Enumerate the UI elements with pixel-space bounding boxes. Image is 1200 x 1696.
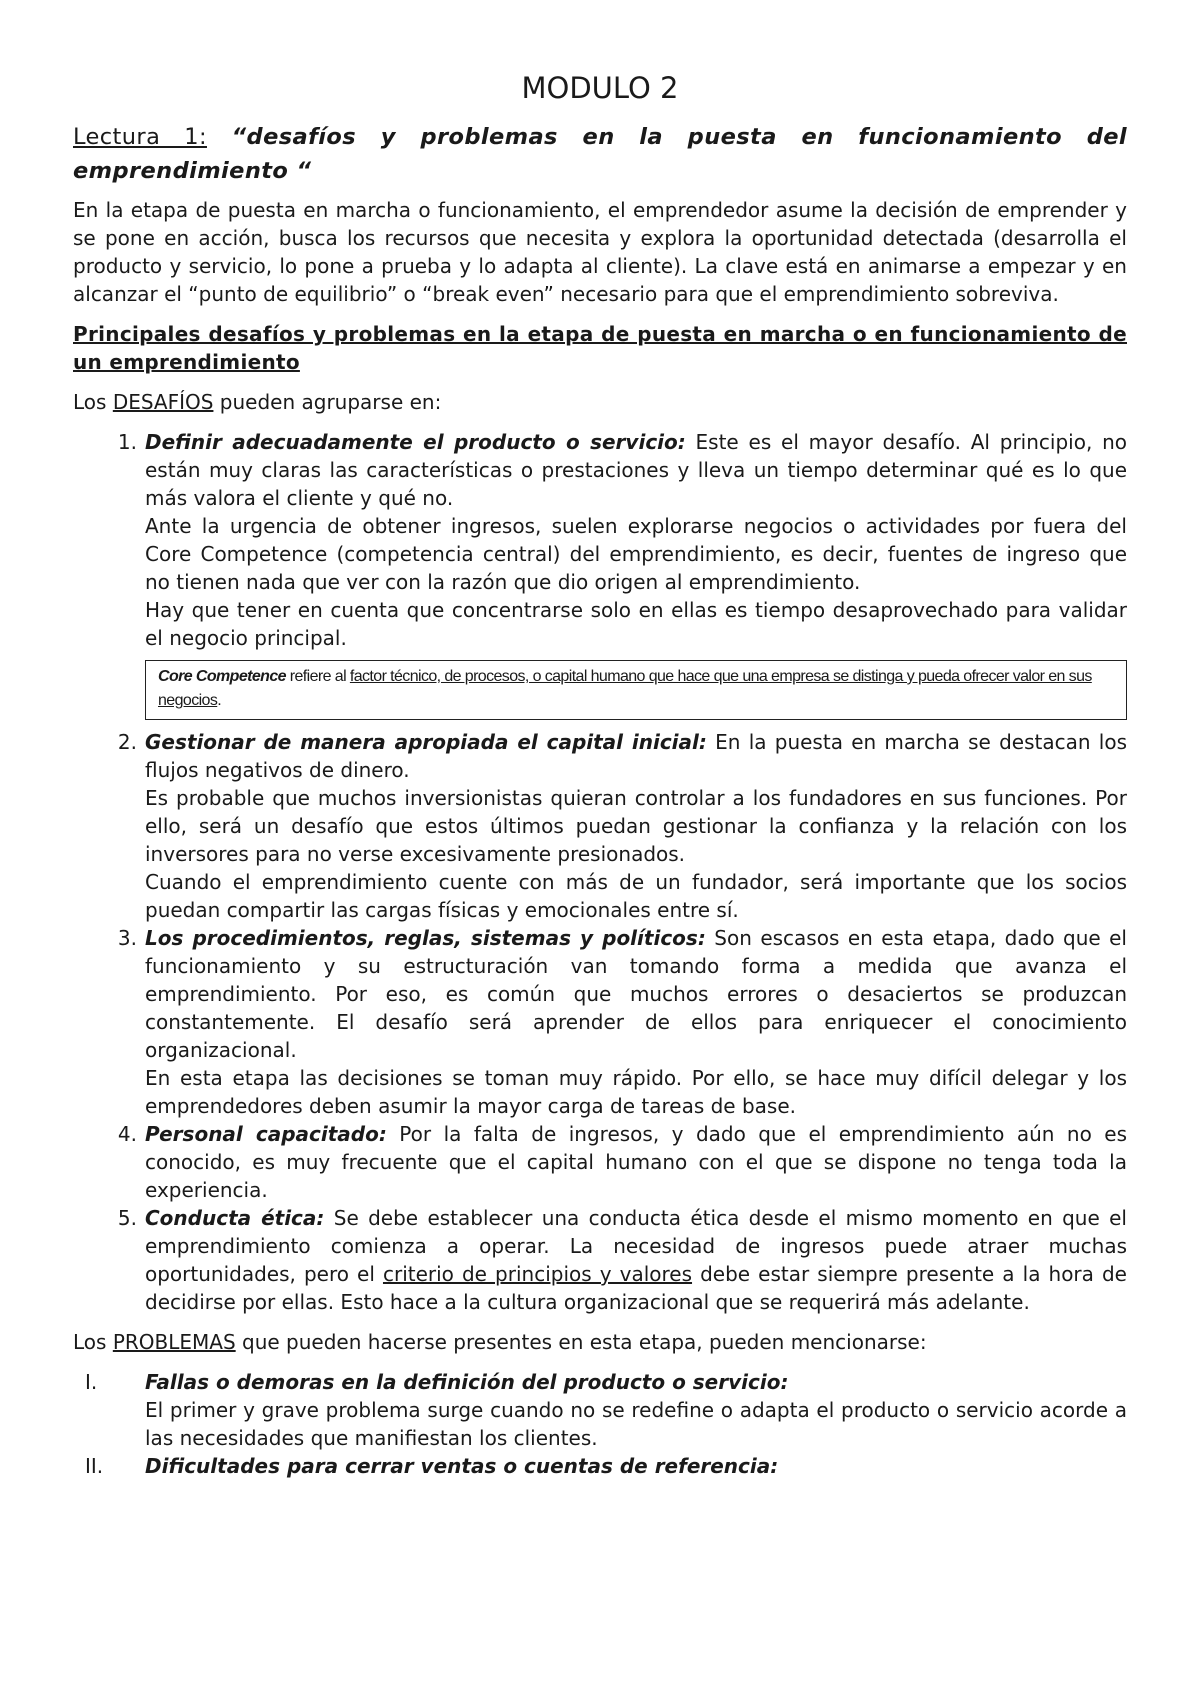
- desafios-list-continued: [73, 728, 1127, 1316]
- list-item: [73, 1204, 1127, 1316]
- item-extra: Hay que tener en cuenta que concentrarse solo en ellas es tiempo desaprovechado para validar el negocio principal.: [145, 598, 1127, 650]
- item-title: Conducta ética:: [145, 1206, 325, 1230]
- item-extra: Ante la urgencia de obtener ingresos, suelen explorarse negocios o actividades por fuera del Core Competence (competencia central) del emprendimiento, es decir, fuentes de ingreso que no tienen nada que ver con la razón que dio origen al emprendimiento.: [145, 514, 1127, 594]
- note-definition: factor técnico, de procesos, o capital humano que hace que una empresa se distinga y pueda ofrecer valor en sus negocios: [158, 668, 1092, 709]
- problemas-intro-pre: Los: [73, 1330, 113, 1354]
- item-extra: Es probable que muchos inversionistas quieran controlar a los fundadores en sus funciones. Por ello, será un desafío que estos últimos puedan gestionar la confianza y la relación con los inversores para no verse excesivamente presionados.: [145, 786, 1127, 866]
- item-title: Fallas o demoras en la definición del producto o servicio:: [145, 1370, 789, 1394]
- item-text: Son escasos en esta etapa, dado que el funcionamiento y su estructuración van tomando forma a medida que avanza el emprendimiento. Por eso, es común que muchos errores o desaciertos se produzcan constantemente. El desafío será aprender de ellos para enriquecer el conocimiento organizacional.: [145, 926, 1127, 1062]
- item-title: Personal capacitado:: [145, 1122, 387, 1146]
- item-title: Definir adecuadamente el producto o servicio:: [145, 430, 686, 454]
- list-item: [73, 428, 1127, 652]
- desafios-intro-pre: Los: [73, 390, 113, 414]
- list-number: I.: [85, 1370, 98, 1394]
- item-text: Este es el mayor desafío. Al principio, no están muy claras las características o prestaciones y lleva un tiempo determinar qué es lo que más valora el cliente y qué no.: [145, 430, 1127, 510]
- desafios-keyword: DESAFÍOS: [112, 390, 214, 414]
- item-title: Los procedimientos, reglas, sistemas y políticos:: [145, 926, 706, 950]
- item-text: debe estar siempre presente a la hora de decidirse por ellas. Esto hace a la cultura organizacional que se requerirá más adelante.: [145, 1262, 1127, 1314]
- item-extra: Cuando el emprendimiento cuente con más de un fundador, será importante que los socios puedan compartir las cargas físicas y emocionales entre sí.: [145, 870, 1127, 922]
- problemas-intro-post: que pueden hacerse presentes en esta etapa, pueden mencionarse:: [235, 1330, 927, 1354]
- item-text-underlined: criterio de principios y valores: [382, 1262, 693, 1286]
- list-item: [73, 728, 1127, 924]
- problemas-list: [73, 1368, 1127, 1480]
- item-text: En la puesta en marcha se destacan los flujos negativos de dinero.: [145, 730, 1127, 782]
- note-post: .: [217, 692, 222, 709]
- reading-title: “desafíos y problemas en la puesta en funcionamiento del emprendimiento “: [73, 124, 1127, 184]
- problemas-keyword: PROBLEMAS: [112, 1330, 236, 1354]
- list-item: [73, 1120, 1127, 1204]
- item-extra: En esta etapa las decisiones se toman muy rápido. Por ello, se hace muy difícil delegar y los emprendedores deben asumir la mayor carga de tareas de base.: [145, 1066, 1127, 1118]
- list-number: 3.: [117, 926, 137, 950]
- note-term: Core Competence: [158, 668, 286, 685]
- list-number: 1.: [117, 430, 137, 454]
- page-title: MODULO 2: [521, 71, 679, 105]
- list-number: 4.: [117, 1122, 137, 1146]
- item-title: Dificultades para cerrar ventas o cuentas de referencia:: [145, 1454, 779, 1478]
- section-heading: Principales desafíos y problemas en la etapa de puesta en marcha o en funcionamiento de un emprendimiento: [73, 322, 1127, 374]
- list-number: 5.: [117, 1206, 137, 1230]
- desafios-list: [73, 428, 1127, 652]
- item-title: Gestionar de manera apropiada el capital inicial:: [145, 730, 707, 754]
- intro-paragraph: En la etapa de puesta en marcha o funcionamiento, el emprendedor asume la decisión de emprender y se pone en acción, busca los recursos que necesita y explora la oportunidad detectada (desarrolla el producto y servicio, lo pone a prueba y lo adapta al cliente). La clave está en animarse a empezar y en alcanzar el “punto de equilibrio” o “break even” necesario para que el emprendimiento sobreviva.: [73, 198, 1127, 306]
- reading-label-colon: :: [199, 124, 207, 150]
- list-item: [73, 1452, 1127, 1480]
- item-text: El primer y grave problema surge cuando no se redefine o adapta el producto o servicio acorde a las necesidades que manifiestan los clientes.: [145, 1398, 1127, 1450]
- list-item: [73, 1368, 1127, 1452]
- core-competence-note: [145, 660, 1127, 720]
- list-number: II.: [85, 1454, 104, 1478]
- list-item: [73, 924, 1127, 1120]
- item-text: Se debe establecer una conducta ética desde el mismo momento en que el emprendimiento comienza a operar. La necesidad de ingresos puede atraer muchas oportunidades, pero el: [145, 1206, 1127, 1286]
- problemas-intro: [73, 1328, 1127, 1356]
- reading-label: Lectura 1: [73, 124, 199, 150]
- list-number: 2.: [117, 730, 137, 754]
- reading-heading: [73, 120, 1127, 188]
- item-text: Por la falta de ingresos, y dado que el emprendimiento aún no es conocido, es muy frecuente que el capital humano con el que se dispone no tenga toda la experiencia.: [145, 1122, 1127, 1202]
- desafios-intro: [73, 388, 1127, 416]
- desafios-intro-post: pueden agruparse en:: [213, 390, 442, 414]
- note-pre: refiere al: [285, 668, 350, 685]
